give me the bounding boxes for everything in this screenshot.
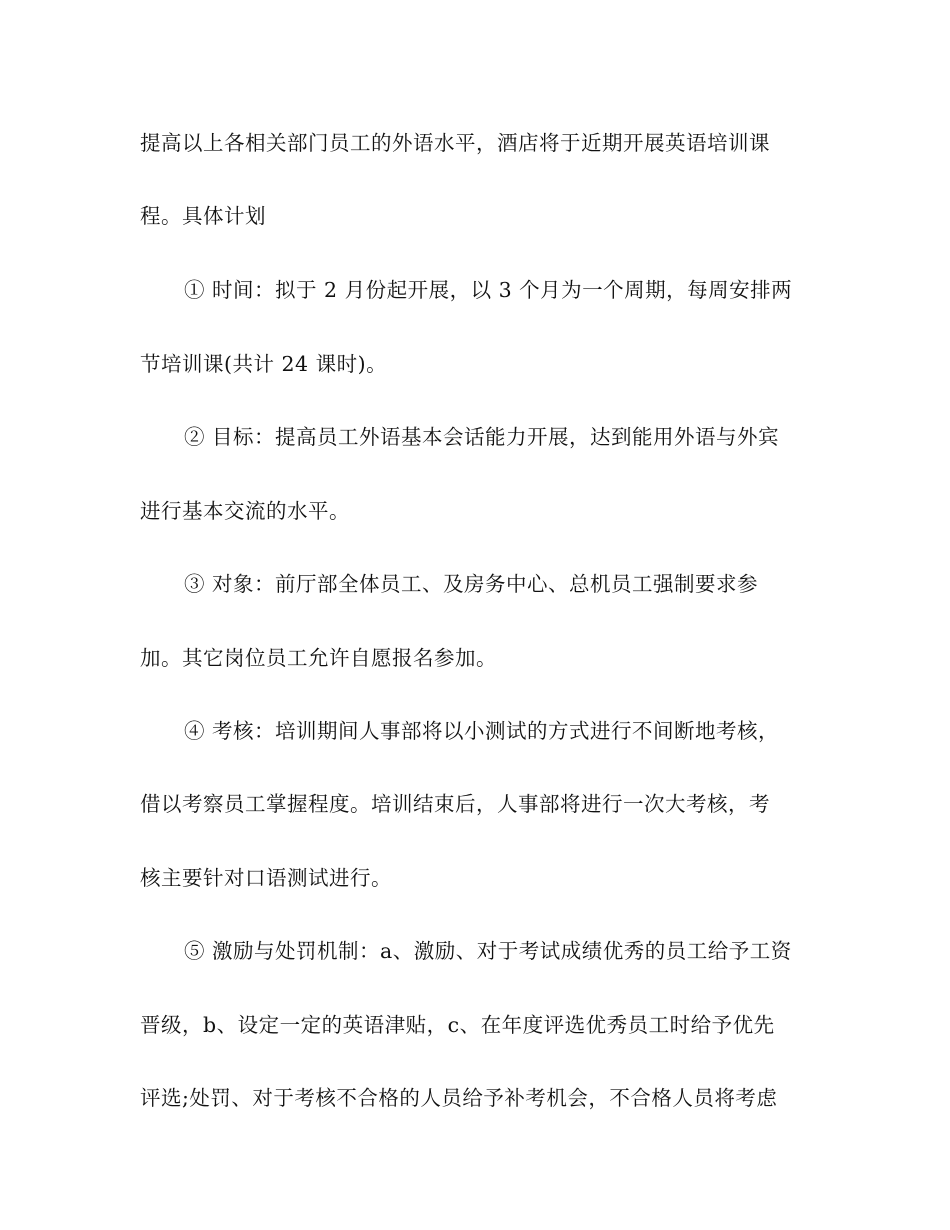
list-item-time: ① 时间：拟于 2 月份起开展，以 3 个月为一个周期，每周安排两 <box>184 278 793 302</box>
paragraph-line: 加。其它岗位员工允许自愿报名参加。 <box>140 646 497 670</box>
list-item-incentives: ⑤ 激励与处罚机制：a、激励、对于考试成绩优秀的员工给予工资 <box>184 939 792 963</box>
paragraph-line: 节培训课(共计 24 课时)。 <box>140 352 388 376</box>
list-item-audience: ③ 对象：前厅部全体员工、及房务中心、总机员工强制要求参 <box>184 572 759 596</box>
paragraph-line: 进行基本交流的水平。 <box>140 499 350 523</box>
paragraph-line: 晋级，b、设定一定的英语津贴，c、在年度评选优秀员工时给予优先 <box>140 1013 775 1037</box>
paragraph-line: 借以考察员工掌握程度。培训结束后，人事部将进行一次大考核，考 <box>140 792 770 816</box>
paragraph-line: 程。具体计划 <box>140 204 266 228</box>
paragraph-line: 提高以上各相关部门员工的外语水平，酒店将于近期开展英语培训课 <box>140 131 770 155</box>
paragraph-line: 核主要针对口语测试进行。 <box>140 866 392 890</box>
paragraph-line: 评选;处罚、对于考核不合格的人员给予补考机会，不合格人员将考虑 <box>140 1086 778 1110</box>
list-item-goal: ② 目标：提高员工外语基本会话能力开展，达到能用外语与外宾 <box>184 425 780 449</box>
list-item-assessment: ④ 考核：培训期间人事部将以小测试的方式进行不间断地考核， <box>184 719 780 743</box>
